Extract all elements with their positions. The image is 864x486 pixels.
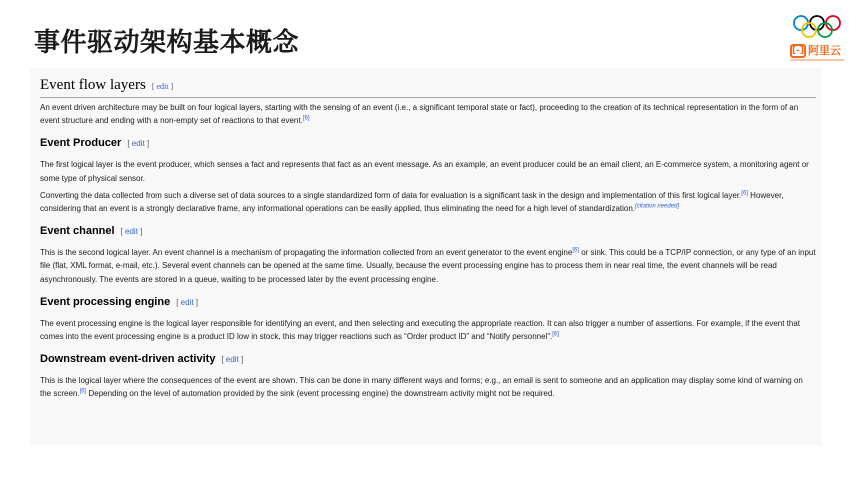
section-heading (40, 76, 816, 98)
edit-link[interactable]: [ edit ] (127, 139, 150, 149)
article-content (40, 76, 816, 401)
subheading-event-channel: Event channel [ edit ] (40, 225, 143, 238)
slide-title: 事件驱动架构基本概念 (34, 28, 300, 58)
reference-link[interactable]: [6] (741, 190, 748, 197)
processing-paragraph: The event processing engine is the logical layer responsible for identifying an event, and then selecting and executing the appropriate reaction. It can also trigger a number of assertions. For example, if the event that comes into the event processing engine is a product ID low in stock, this may trigger reactions such as “Order product ID” and “Notify personnel”.[6] (40, 318, 801, 342)
aliyun-underline (790, 59, 844, 61)
channel-paragraph: This is the second logical layer. An event channel is a mechanism of propagating the information collected from an event generator to the event engine[6] or sink. This could be a TCP/IP connection, or any type of an input file (flat, XML format, e-mail, etc.). Several event channels can be opened at the same time. Usually, because the event processing engine has to process them in near real time, the event channels will be read asynchronously. The events are stored in a queue, waiting to be processed later by the event processing engine. (40, 247, 816, 284)
reference-link[interactable]: [6] (302, 115, 310, 122)
intro-paragraph: An event driven architecture may be built on four logical layers, starting with the sensing of an event (i.e., a significant temporal state or fact), proceeding to the creation of its technical representation in the form of an event structure and ending with a non-empty set of reactions to that event.[6] (40, 103, 799, 126)
aliyun-logo (790, 44, 844, 62)
aliyun-mark: [-] (790, 44, 806, 58)
edit-link[interactable]: [ edit ] (151, 82, 174, 91)
edit-link[interactable]: [ edit ] (221, 355, 244, 365)
subheading-event-processing-engine: Event processing engine [ edit ] (40, 295, 199, 308)
logo-area (788, 14, 844, 66)
reference-link[interactable]: [6] (552, 331, 559, 338)
olympic-rings-icon (792, 14, 842, 40)
wiki-screenshot (30, 68, 822, 446)
producer-paragraph-2: Converting the data collected from such a diverse set of data sources to a single standardized form of data for evaluation is a significant task in the design and implementation of this first logical layer.[6] However, considering that an event is a strongly declarative frame, any informational operations can be easily applied, thus eliminating the need for a high level of standardization.[citation needed] (40, 190, 784, 214)
edit-link[interactable]: [ edit ] (120, 227, 143, 237)
reference-link[interactable]: [6] (572, 247, 579, 254)
section-heading-text: Event flow layers (40, 77, 146, 93)
downstream-paragraph: This is the logical layer where the consequences of the event are shown. This can be done in many different ways and forms; e.g., an email is sent to someone and an application may display some kind of warning on the screen.[6] Depending on the level of automation provided by the sink (event processing engine) the downstream activity might not be required. (40, 376, 803, 399)
aliyun-name: 阿里云 (808, 44, 841, 57)
edit-link[interactable]: [ edit ] (176, 297, 199, 307)
reference-link[interactable]: [6] (79, 388, 87, 395)
producer-paragraph-1: The first logical layer is the event producer, which senses a fact and represents that fact as an event message. As an example, an event producer could be an email client, an E-commerce system, a monitoring agent or some type of physical sensor. (40, 160, 809, 183)
citation-needed-link[interactable]: [citation needed] (635, 203, 680, 210)
subheading-event-producer: Event Producer [ edit ] (40, 137, 150, 150)
subheading-downstream-activity: Downstream event-driven activity [ edit ] (40, 353, 244, 366)
